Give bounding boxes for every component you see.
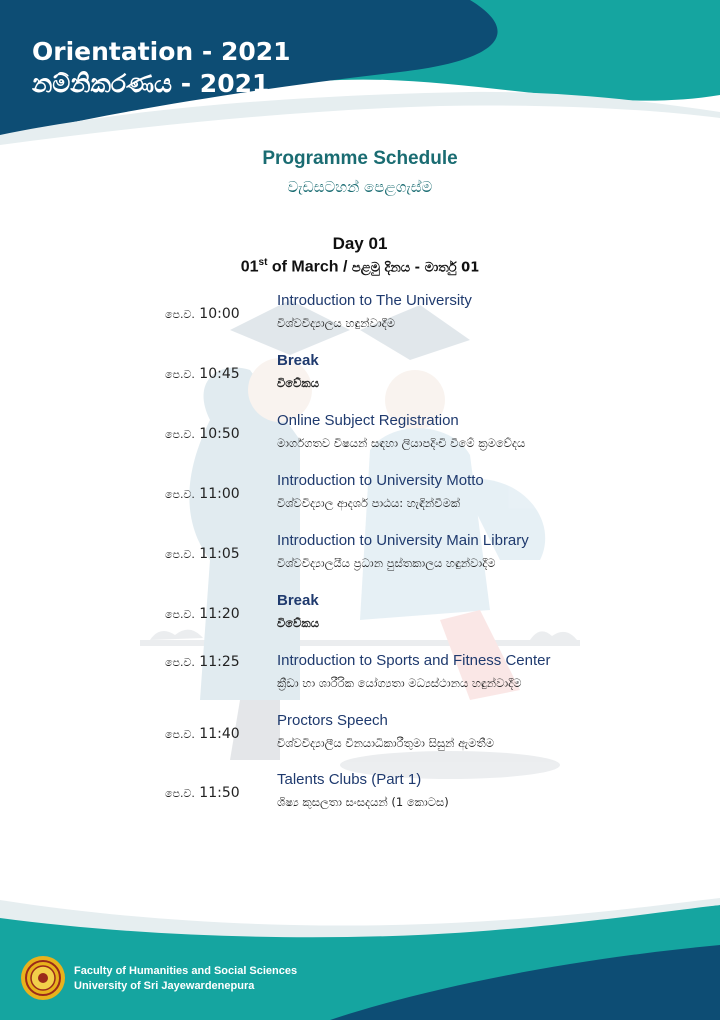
time-value: 11:20 xyxy=(199,606,240,622)
schedule-time xyxy=(165,426,247,442)
schedule-time xyxy=(165,366,247,382)
schedule-time xyxy=(165,785,247,801)
time-prefix: පෙ.ව. xyxy=(165,368,195,381)
schedule-item-title: Introduction to Sports and Fitness Center xyxy=(277,652,551,669)
schedule-row xyxy=(0,771,720,827)
schedule-item-subtitle: විශ්වවිද්‍යාලය හඳුන්වාදීම xyxy=(277,316,396,330)
schedule-row xyxy=(0,352,720,408)
day-date-sinhala: පළමු දිනය - මාර්තු 01 xyxy=(351,260,480,276)
time-value: 10:50 xyxy=(199,426,240,442)
time-value: 10:45 xyxy=(199,366,240,382)
schedule-item-title: Introduction to University Main Library xyxy=(277,532,529,549)
time-prefix: පෙ.ව. xyxy=(165,608,195,621)
time-value: 11:50 xyxy=(199,785,240,801)
schedule-row xyxy=(0,292,720,348)
schedule-item-subtitle: විවේකය xyxy=(277,376,319,390)
day-date xyxy=(0,257,720,276)
time-value: 11:25 xyxy=(199,654,240,670)
schedule-item-title: Talents Clubs (Part 1) xyxy=(277,771,422,788)
time-prefix: පෙ.ව. xyxy=(165,787,195,800)
time-prefix: පෙ.ව. xyxy=(165,728,195,741)
schedule-time xyxy=(165,654,247,670)
time-prefix: පෙ.ව. xyxy=(165,548,195,561)
time-value: 10:00 xyxy=(199,306,240,322)
schedule-item-title: Break xyxy=(277,592,319,609)
time-value: 11:05 xyxy=(199,546,240,562)
schedule-row xyxy=(0,712,720,768)
time-prefix: පෙ.ව. xyxy=(165,308,195,321)
schedule-item-title: Break xyxy=(277,352,319,369)
day-title: Day 01 xyxy=(332,234,388,253)
schedule-item-title: Online Subject Registration xyxy=(277,412,459,429)
header-title xyxy=(32,36,291,100)
schedule-item-subtitle: විශ්වවිද්‍යාලයීය ප්‍රධාන පුස්තකාලය හඳුන්වාදීම xyxy=(277,556,496,570)
schedule-item-title: Introduction to University Motto xyxy=(277,472,484,489)
schedule-time xyxy=(165,486,247,502)
schedule-row xyxy=(0,652,720,708)
time-prefix: පෙ.ව. xyxy=(165,656,195,669)
schedule-row xyxy=(0,592,720,648)
time-prefix: පෙ.ව. xyxy=(165,428,195,441)
footer-university: University of Sri Jayewardenepura xyxy=(74,980,255,992)
time-value: 11:40 xyxy=(199,726,240,742)
schedule-time xyxy=(165,546,247,562)
schedule-item-subtitle: ක්‍රීඩා හා ශාරීරික යෝග්‍යතා මධ්‍යස්ථානය හඳුන්වාදීම xyxy=(277,676,522,690)
schedule-item-subtitle: විශ්වවිද්‍යාලීය විනයාධිකාරීතුමා සිසුන් ඇමතීම xyxy=(277,736,495,750)
time-value: 11:00 xyxy=(199,486,240,502)
day-date-month: of March / xyxy=(267,258,352,276)
schedule-time xyxy=(165,726,247,742)
day-date-number: 01 xyxy=(240,258,259,276)
schedule-row xyxy=(0,412,720,468)
schedule-item-subtitle: ශිෂ්‍ය කුසලතා සංසදයන් (1 කොටස) xyxy=(277,795,449,809)
schedule-item-subtitle: මාර්ගගතව විෂයන් සඳහා ලියාපදිංචි වීමේ ක්‍රමවේදය xyxy=(277,436,526,450)
schedule-item-subtitle: විවේකය xyxy=(277,616,319,630)
footer-text xyxy=(74,964,297,994)
header-title-english: Orientation - 2021 xyxy=(32,37,291,66)
day-date-suffix: st xyxy=(258,257,268,268)
header-title-sinhala: නම්නිකරණය - 2021 xyxy=(32,69,270,98)
schedule-time xyxy=(165,306,247,322)
footer-faculty: Faculty of Humanities and Social Sciences xyxy=(74,965,298,977)
schedule-row xyxy=(0,532,720,588)
schedule-row xyxy=(0,472,720,528)
schedule-title: Programme Schedule xyxy=(262,148,458,169)
schedule-item-title: Proctors Speech xyxy=(277,712,388,729)
schedule-subtitle: වැඩසටහන් පෙළගැස්ම xyxy=(287,178,433,196)
university-seal-icon xyxy=(20,955,66,1001)
schedule-time xyxy=(165,606,247,622)
schedule-item-title: Introduction to The University xyxy=(277,292,472,309)
time-prefix: පෙ.ව. xyxy=(165,488,195,501)
schedule-item-subtitle: විශ්වවිද්‍යාල ආදර්ශ පාඨය: හැඳින්වීමක් xyxy=(277,496,461,510)
